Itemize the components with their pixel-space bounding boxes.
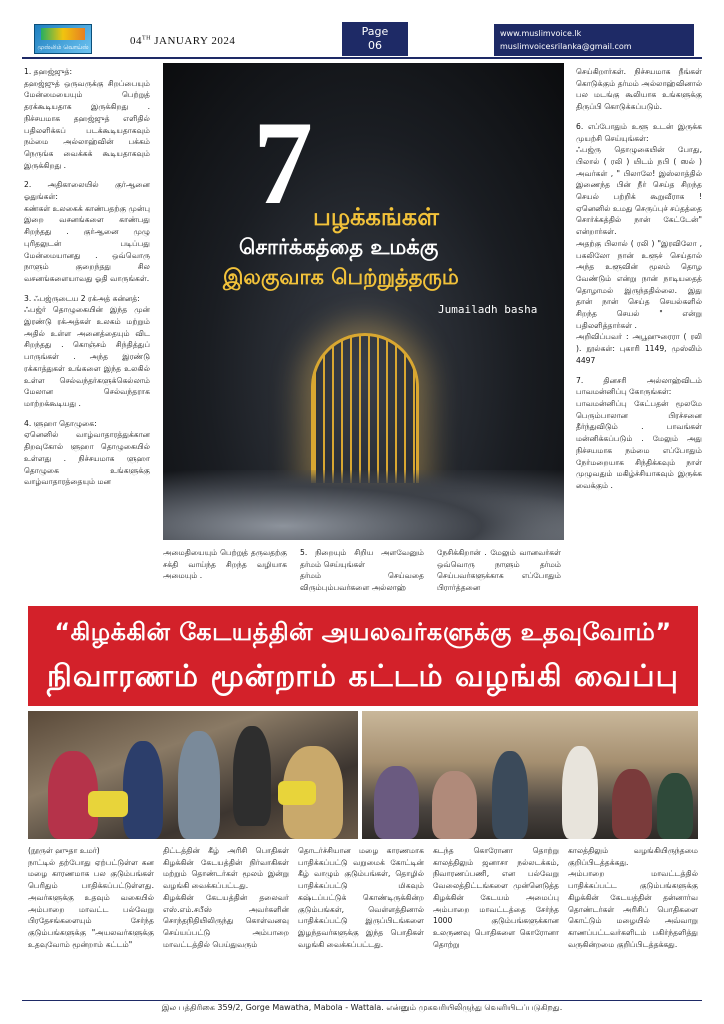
poster-title-line1: பழக்கங்கள் — [313, 203, 439, 231]
article-paragraph: 5. நிறையும் சிறிய அளவேனும் தர்மம் செய்யுங்கள் தர்மம் செய்வதை விரும்பும்பவர்களை அல்லாஹ் — [300, 548, 424, 593]
logo-graphic — [41, 28, 85, 40]
person-figure — [233, 726, 271, 826]
poster-title-line2: சொர்க்கத்தை உமக்கு — [239, 235, 439, 259]
email-link[interactable]: muslimvoicesrilanka@gmail.com — [500, 42, 632, 51]
relief-distribution-photo-1 — [28, 711, 358, 839]
person-figure — [612, 769, 652, 839]
issue-date — [130, 35, 235, 47]
article-paragraph: 3. ஃபஜ்ருடைய 2 ரக்அத் சுன்னத்: ஃபஜ்ர் தொழுகையின் இந்த முன் இரண்டு ரக்அத்கள் உலகம் மற்றும் அதில் உள்ள அனைத்தையும் விட சிறந்தது . கொஞ்சம் சிந்தித்துப் பாருங்கள் . அந்த இரண்டு ரக்காத்துகள் உங்களை இந்த உலகில் உள்ள செல்வந்தர்களுக்கெல்லாம் மேலான செல்வந்தராக மாற்றக்கூடியது . — [24, 293, 150, 408]
headline-line2: நிவாரணம் மூன்றாம் கட்டம் வழங்கி வைப்பு — [47, 659, 679, 694]
footer-rule — [22, 1000, 702, 1001]
headline-line1: “கிழக்கின் கேடயத்தின் அயலவர்களுக்கு உதவுவோம்” — [54, 618, 672, 646]
golden-gate-illustration — [311, 333, 419, 483]
date-day: 04 — [130, 35, 142, 47]
article-paragraph: நேசிக்கிறான் . மேலும் வானவர்கள் ஒவ்வொரு நாளும் தர்மம் செய்பவர்களுக்காக எப்போதும் பிரார்த்தனை — [437, 548, 561, 593]
article-paragraph: 2. அதிகாலையில் குர்ஆனை ஓதுங்கள்: கண்கள் உலகைக் காண்பதற்கு முன்பு இறை வசனங்களை காண்பது சிறந்தது . குர்ஆனை முழு புரிதலுடன் படிப்பது மேன்மையானது . ஒவ்வொரு நாளும் குறைந்தது சில வசனங்களையாவது ஓதி வாருங்கள். — [24, 180, 150, 283]
headline-banner — [28, 606, 698, 706]
article-column-2 — [163, 845, 289, 958]
newspaper-logo — [34, 24, 92, 54]
clouds-illustration — [163, 470, 564, 540]
article-paragraph: 1. தஹஜ்ஜுத்: தஹஜ்ஜுத் ஒருவருக்கு சிறப்பையும் மேன்மையையும் பெற்றுத் தரக்கூடியதாக இருக்கிறது . நிச்சயமாக தஹஜ்ஜுத் எளிதில் பதிலளிக்கப் படக்கூடியதாகவும் நம்மை அல்லாஹ்வின் பக்கம் நெருங்க வைக்கக் கூடியதாகவும் இருக்கிறது . — [24, 67, 150, 170]
person-figure — [178, 731, 220, 839]
article-paragraph: கடந்த கொரோனா தொற்று காலத்திலும் ஜனாசா நல்லடக்கம், நிவாரணப்பணி, என பல்வேறு வேலைத்திட்டங்களை முன்னெடுத்த கிழக்கின் கேடயம் அமைப்பு அம்பாறை மாவட்டத்தை சேர்ந்த 1000 குடும்பங்களுக்கான உலருணவு பொதிகளை கொரோனா தொற்று — [433, 846, 559, 949]
relief-distribution-photo-2 — [362, 711, 698, 839]
publisher-footer: இல பத்திரிகை 359/2, Gorge Mawatha, Mabola - Wattala. என்னும் முகவரியிலிருந்து வெளியிடப்படுகிறது. — [161, 1003, 563, 1012]
under-poster-column-2 — [300, 547, 424, 602]
logo-text: முஸ்லிம் வொய்ஸ் — [37, 44, 89, 51]
website-link[interactable]: www.muslimvoice.lk — [500, 29, 582, 38]
date-suffix: TH — [142, 35, 151, 42]
page-label: Page — [361, 25, 389, 38]
article-paragraph: 4. ளுஹா தொழுகை: ஏனெனில் வாழ்வாதாரத்துக்கான திறவுகோல் ளுஹா தொழுகையில் உள்ளது . நிச்சயமாக ளுஹா தொழுகை உங்களுக்கு வாழ்வாதாரத்தையும் மன — [24, 418, 150, 487]
person-figure — [562, 746, 598, 839]
under-poster-column-1 — [163, 547, 287, 590]
person-figure — [123, 741, 163, 839]
article-paragraph: காலத்திலும் வழங்கியிருந்தமை குறிப்பிடத்தக்கது. அம்பாறை மாவட்டத்தில் பாதிக்கப்பட்ட குடும்பங்களுக்கு கிழக்கின் கேடயத்தின் தன்னார்வ தொண்டர்கள் அரிசிப் பொதிகளை கொட்டும் மழையில் அவ்வாறு காணப்பட்டவர்களிடம் பகிர்ந்தளித்து வருகின்றமை குறிப்பிடத்தக்கது. — [568, 846, 698, 949]
article-poster-image — [163, 63, 564, 540]
right-column — [576, 66, 702, 500]
header-rule — [22, 57, 702, 59]
article-paragraph: திட்டத்தின் கீழ் அரிசி பொதிகள் கிழக்கின் கேடயத்தின் நிர்வாகிகள் மற்றும் தொண்டர்கள் மூலம் இன்று வழங்கி வைக்கப்பட்டது. கிழக்கின் கேடயத்தின் தலைவர் எஸ்.எம்.சபீஸ் அவர்களின் சொந்தநிதியிலிருந்து கொள்வனவு செய்யப்பட்டு அம்பாறை மாவட்டத்தில் பெய்துவரும் — [163, 846, 289, 949]
page-number: 06 — [368, 39, 382, 52]
article-column-3 — [298, 845, 424, 958]
page-header — [0, 0, 724, 62]
rice-bag — [88, 791, 128, 817]
article-paragraph: 7. தினசரி அல்லாஹ்விடம் பாவமன்னிப்பு கோருங்கள்: பாவமன்னிப்பு கேட்பதன் மூலமே பெரும்பாலான பிரச்சனை தீர்ந்துவிடும் . பாவங்கள் மன்னிக்கப்படும் . மேலும் அது நிச்சயமாக நம்மை எப்போதும் நேர்மறையாக சிந்திக்கவும் நாள் முழுவதும் மகிழ்ச்சியாகவும் இருக்க வைக்கும் . — [576, 375, 702, 490]
article-paragraph: அமைதியையும் பெற்றுத் தருவதற்கு சக்தி வாய்ந்த சிறந்த வழியாக அமையும் . — [163, 548, 287, 581]
person-figure — [432, 771, 477, 839]
article-column-5 — [568, 845, 698, 958]
article-column-1 — [28, 845, 154, 958]
contact-box — [494, 24, 694, 56]
person-figure — [374, 766, 419, 839]
person-figure — [492, 751, 528, 839]
poster-author: Jumailadh basha — [438, 303, 538, 316]
article-paragraph: (நூருள் ஹுதா உமர்) நாட்டில் தற்போது ஏற்பட்டுள்ள கன மழை காரணமாக பல குடும்பங்கள் பெரிதும் பாதிக்கப்பட்டுள்ளது. அவர்களுக்கு உதவும் வகையில் அம்பாறை மாவட்ட பல்வேறு பிரதேசங்களையும் சேர்ந்த குடும்பங்களுக்கு "அயலவர்களுக்கு உதவுவோம் மூன்றாம் கட்டம்" — [28, 846, 154, 949]
article-paragraph: செய்கிறார்கள். நிச்சயமாக நீங்கள் கொடுக்கும் தர்மம் அல்லாஹ்வினால் பல மடங்கு கூலியாக உங்களுக்கு திருப்பி கொடுக்கப்படும். — [576, 67, 702, 112]
article-column-4 — [433, 845, 559, 958]
article-paragraph: 6. எப்போதும் உளூ உடன் இருக்க முயற்சி செய்யுங்கள்: ஃபஜ்ரு தொழுகையின் போது, பிலால் ( ரலி ) யிடம் நபி ( ஸல் ) அவர்கள் , " பிலாலே! இஸ்லாத்தில் இணைந்த பின் நீர் செய்த சிறந்த செயல் பற்றிக் கூறுவீராக ! ஏனெனில் உமது செருப்புச் சப்தத்தை சொர்க்கத்தில் நான் கேட்டேன்" என்றார்கள். அதற்கு பிலால் ( ரலி ) "இரவிலோ , பகலிலோ நான் உளூச் செய்தால் அந்த உளூவின் மூலம் தொழ வேண்டும் என்று நான் நாடியதைத் தொழாமல் இருந்ததில்லை. இது தான் நான் செய்த செயல்களில் சிறந்த செயல் " என்று பதிலளித்தார்கள் . அறிவிப்பவர் : அபூஹுரைரா ( ரலி ). நூல்கள்: புகாரி 1149, முஸ்லிம் 4497 — [576, 121, 702, 365]
article-paragraph: தொடர்ச்சியான மழை காரணமாக பாதிக்கப்பட்டு வறுமைக் கோட்டின் கீழ் வாழும் குடும்பங்கள், தொழில் பாதிக்கப்பட்டு மிகவும் கஷ்டப்பட்டுக் கொண்டிருக்கின்ற குடும்பங்கள், வெள்ளத்தினால் பாதிக்கப்பட்டு இருப்பிடங்களை இழந்தவர்களுக்கு இந்த பொதிகள் வழங்கி வைக்கப்பட்டது. — [298, 846, 424, 949]
poster-number: 7 — [253, 96, 313, 229]
left-column — [24, 66, 150, 496]
poster-title-line3: இலகுவாக பெற்றுத்தரும் — [223, 265, 459, 289]
person-figure — [657, 773, 693, 839]
rice-bag — [278, 781, 316, 805]
date-month-year: JANUARY 2024 — [151, 35, 236, 47]
page-number-box — [342, 22, 408, 56]
under-poster-column-3 — [437, 547, 561, 602]
